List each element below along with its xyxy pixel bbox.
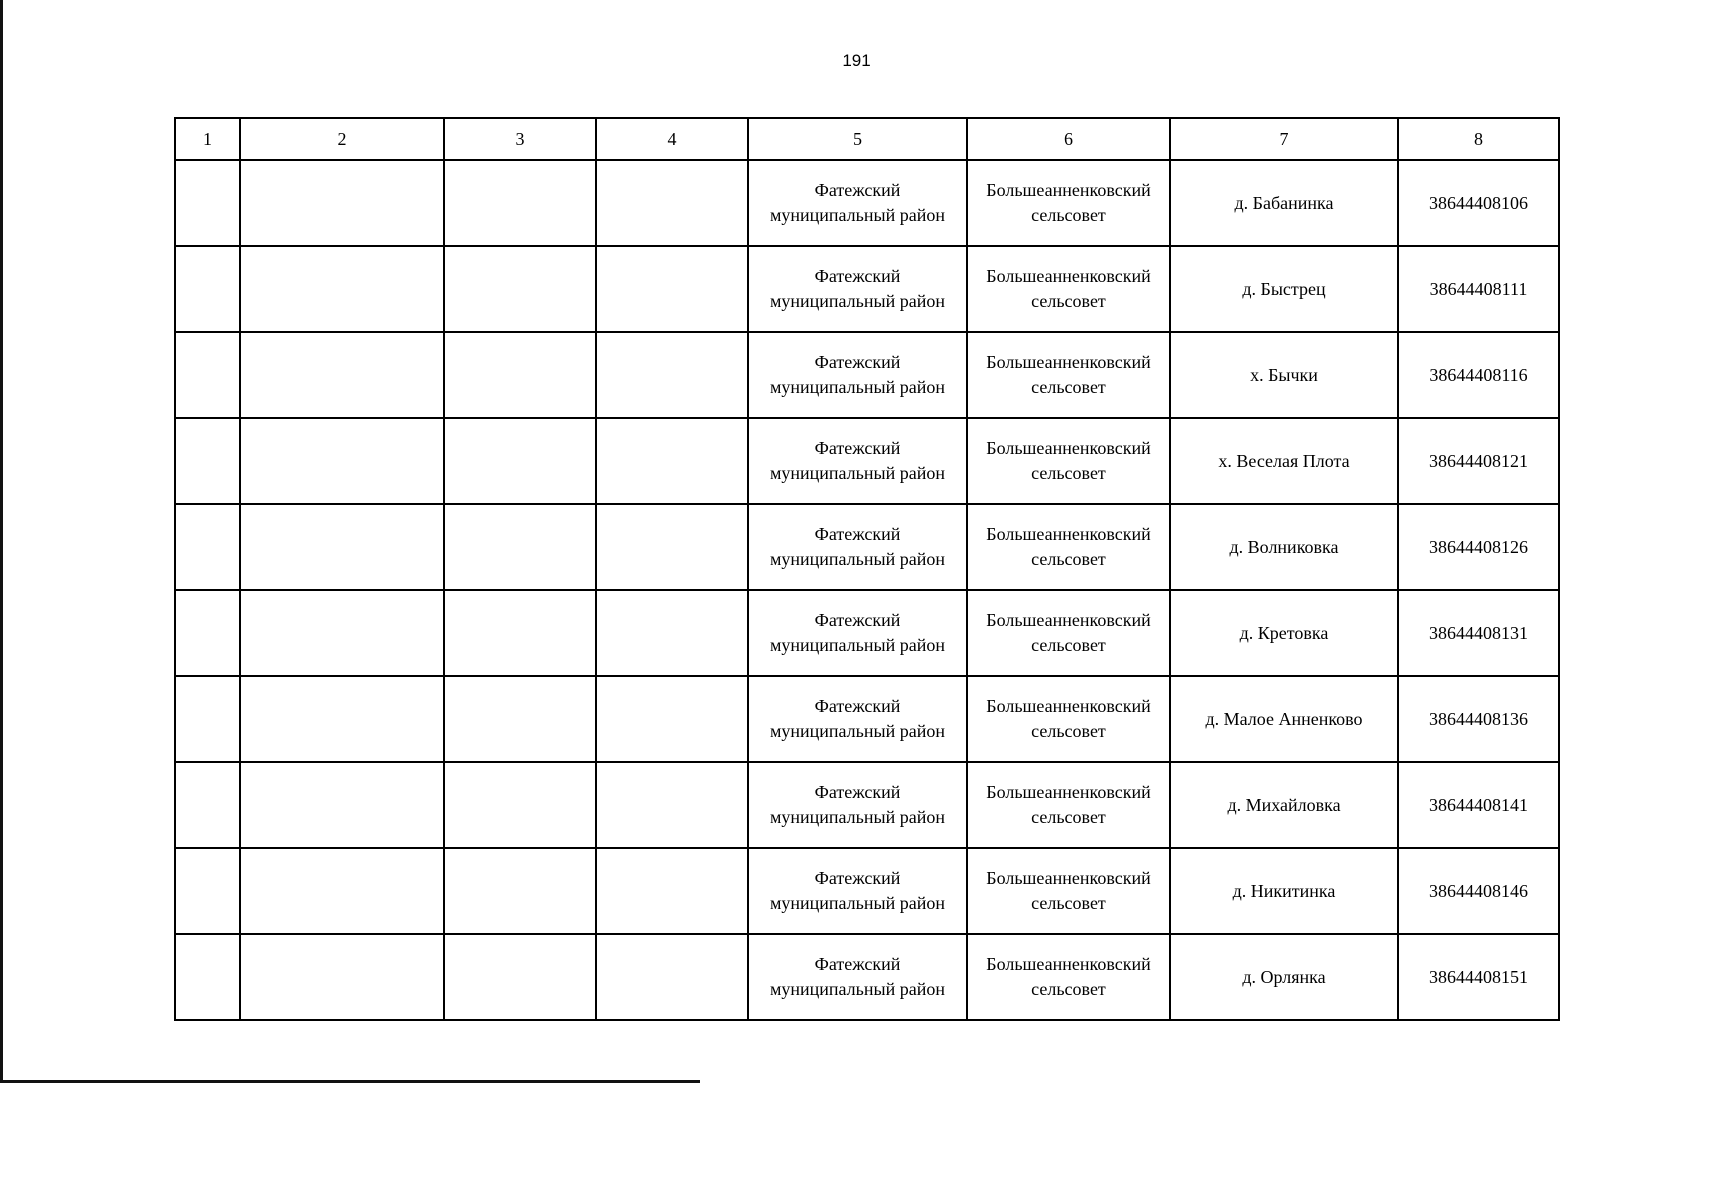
council-line: Большеанненковский — [986, 782, 1151, 802]
empty-cell — [444, 676, 596, 762]
district-line: муниципальный район — [769, 807, 945, 827]
council-line: сельсовет — [1031, 291, 1106, 311]
district-line: Фатежский — [814, 610, 901, 630]
code-cell: 38644408121 — [1398, 418, 1559, 504]
empty-cell — [444, 590, 596, 676]
district-line: Фатежский — [814, 180, 901, 200]
empty-cell — [175, 504, 240, 590]
empty-cell — [240, 934, 444, 1020]
settlement-cell: х. Бычки — [1170, 332, 1398, 418]
code-cell: 38644408126 — [1398, 504, 1559, 590]
council-cell — [967, 504, 1170, 590]
council-line: Большеанненковский — [986, 868, 1151, 888]
code-cell: 38644408106 — [1398, 160, 1559, 246]
empty-cell — [240, 418, 444, 504]
empty-cell — [596, 246, 748, 332]
council-line: Большеанненковский — [986, 610, 1151, 630]
empty-cell — [596, 590, 748, 676]
table-row — [175, 848, 1559, 934]
empty-cell — [240, 504, 444, 590]
empty-cell — [444, 418, 596, 504]
empty-cell — [596, 762, 748, 848]
empty-cell — [596, 160, 748, 246]
code-cell: 38644408111 — [1398, 246, 1559, 332]
district-line: муниципальный район — [769, 893, 945, 913]
column-header: 2 — [240, 118, 444, 160]
council-line: Большеанненковский — [986, 696, 1151, 716]
council-cell — [967, 934, 1170, 1020]
empty-cell — [240, 332, 444, 418]
table-row — [175, 246, 1559, 332]
district-line: муниципальный район — [769, 291, 945, 311]
district-line: муниципальный район — [769, 635, 945, 655]
district-cell — [748, 762, 967, 848]
council-line: Большеанненковский — [986, 266, 1151, 286]
empty-cell — [240, 762, 444, 848]
district-cell — [748, 418, 967, 504]
settlement-cell: д. Никитинка — [1170, 848, 1398, 934]
column-header: 4 — [596, 118, 748, 160]
settlement-cell: д. Малое Анненково — [1170, 676, 1398, 762]
column-header: 1 — [175, 118, 240, 160]
code-cell: 38644408151 — [1398, 934, 1559, 1020]
empty-cell — [596, 934, 748, 1020]
district-line: муниципальный район — [769, 979, 945, 999]
council-line: сельсовет — [1031, 807, 1106, 827]
empty-cell — [240, 676, 444, 762]
council-cell — [967, 762, 1170, 848]
council-cell — [967, 160, 1170, 246]
district-cell — [748, 676, 967, 762]
column-header: 6 — [967, 118, 1170, 160]
table-row — [175, 504, 1559, 590]
district-line: муниципальный район — [769, 549, 945, 569]
empty-cell — [175, 676, 240, 762]
empty-cell — [596, 676, 748, 762]
council-line: сельсовет — [1031, 549, 1106, 569]
district-line: Фатежский — [814, 438, 901, 458]
council-line: сельсовет — [1031, 377, 1106, 397]
scan-edge-left — [0, 0, 3, 1082]
council-line: Большеанненковский — [986, 438, 1151, 458]
council-cell — [967, 418, 1170, 504]
district-line: Фатежский — [814, 782, 901, 802]
code-cell: 38644408136 — [1398, 676, 1559, 762]
empty-cell — [240, 848, 444, 934]
table-row — [175, 160, 1559, 246]
empty-cell — [175, 160, 240, 246]
empty-cell — [596, 848, 748, 934]
header-row — [175, 118, 1559, 160]
district-line: Фатежский — [814, 524, 901, 544]
column-header: 8 — [1398, 118, 1559, 160]
council-line: Большеанненковский — [986, 524, 1151, 544]
district-line: муниципальный район — [769, 721, 945, 741]
empty-cell — [175, 332, 240, 418]
district-line: муниципальный район — [769, 205, 945, 225]
empty-cell — [596, 418, 748, 504]
settlement-cell: х. Веселая Плота — [1170, 418, 1398, 504]
empty-cell — [596, 504, 748, 590]
council-cell — [967, 246, 1170, 332]
table-row — [175, 590, 1559, 676]
council-line: сельсовет — [1031, 893, 1106, 913]
column-header: 5 — [748, 118, 967, 160]
settlement-cell: д. Михайловка — [1170, 762, 1398, 848]
district-line: Фатежский — [814, 266, 901, 286]
table-row — [175, 676, 1559, 762]
council-cell — [967, 332, 1170, 418]
scan-edge-bottom — [0, 1080, 700, 1083]
empty-cell — [240, 160, 444, 246]
page-number: 191 — [842, 51, 871, 70]
empty-cell — [444, 934, 596, 1020]
council-line: сельсовет — [1031, 635, 1106, 655]
table-row — [175, 418, 1559, 504]
settlement-cell: д. Быстрец — [1170, 246, 1398, 332]
registry-table — [174, 117, 1560, 1021]
column-header: 7 — [1170, 118, 1398, 160]
council-line: сельсовет — [1031, 463, 1106, 483]
council-cell — [967, 848, 1170, 934]
table-row — [175, 934, 1559, 1020]
table-row — [175, 332, 1559, 418]
district-line: Фатежский — [814, 696, 901, 716]
council-cell — [967, 676, 1170, 762]
council-line: сельсовет — [1031, 721, 1106, 741]
code-cell: 38644408116 — [1398, 332, 1559, 418]
empty-cell — [444, 762, 596, 848]
settlement-cell: д. Орлянка — [1170, 934, 1398, 1020]
empty-cell — [444, 332, 596, 418]
district-cell — [748, 848, 967, 934]
empty-cell — [444, 246, 596, 332]
column-header: 3 — [444, 118, 596, 160]
empty-cell — [240, 590, 444, 676]
code-cell: 38644408146 — [1398, 848, 1559, 934]
empty-cell — [175, 934, 240, 1020]
registry-body — [175, 160, 1559, 1020]
council-line: Большеанненковский — [986, 352, 1151, 372]
council-line: Большеанненковский — [986, 180, 1151, 200]
empty-cell — [175, 762, 240, 848]
settlement-cell: д. Бабанинка — [1170, 160, 1398, 246]
district-cell — [748, 504, 967, 590]
district-line: Фатежский — [814, 868, 901, 888]
district-line: муниципальный район — [769, 377, 945, 397]
district-line: Фатежский — [814, 954, 901, 974]
table-row — [175, 762, 1559, 848]
district-cell — [748, 246, 967, 332]
settlement-cell: д. Кретовка — [1170, 590, 1398, 676]
empty-cell — [240, 246, 444, 332]
district-cell — [748, 934, 967, 1020]
district-cell — [748, 160, 967, 246]
code-cell: 38644408141 — [1398, 762, 1559, 848]
code-cell: 38644408131 — [1398, 590, 1559, 676]
district-line: муниципальный район — [769, 463, 945, 483]
empty-cell — [444, 848, 596, 934]
empty-cell — [175, 848, 240, 934]
council-line: сельсовет — [1031, 979, 1106, 999]
council-line: Большеанненковский — [986, 954, 1151, 974]
council-line: сельсовет — [1031, 205, 1106, 225]
empty-cell — [444, 504, 596, 590]
council-cell — [967, 590, 1170, 676]
district-cell — [748, 590, 967, 676]
empty-cell — [175, 418, 240, 504]
district-cell — [748, 332, 967, 418]
empty-cell — [175, 590, 240, 676]
district-line: Фатежский — [814, 352, 901, 372]
settlement-cell: д. Волниковка — [1170, 504, 1398, 590]
empty-cell — [444, 160, 596, 246]
empty-cell — [175, 246, 240, 332]
empty-cell — [596, 332, 748, 418]
